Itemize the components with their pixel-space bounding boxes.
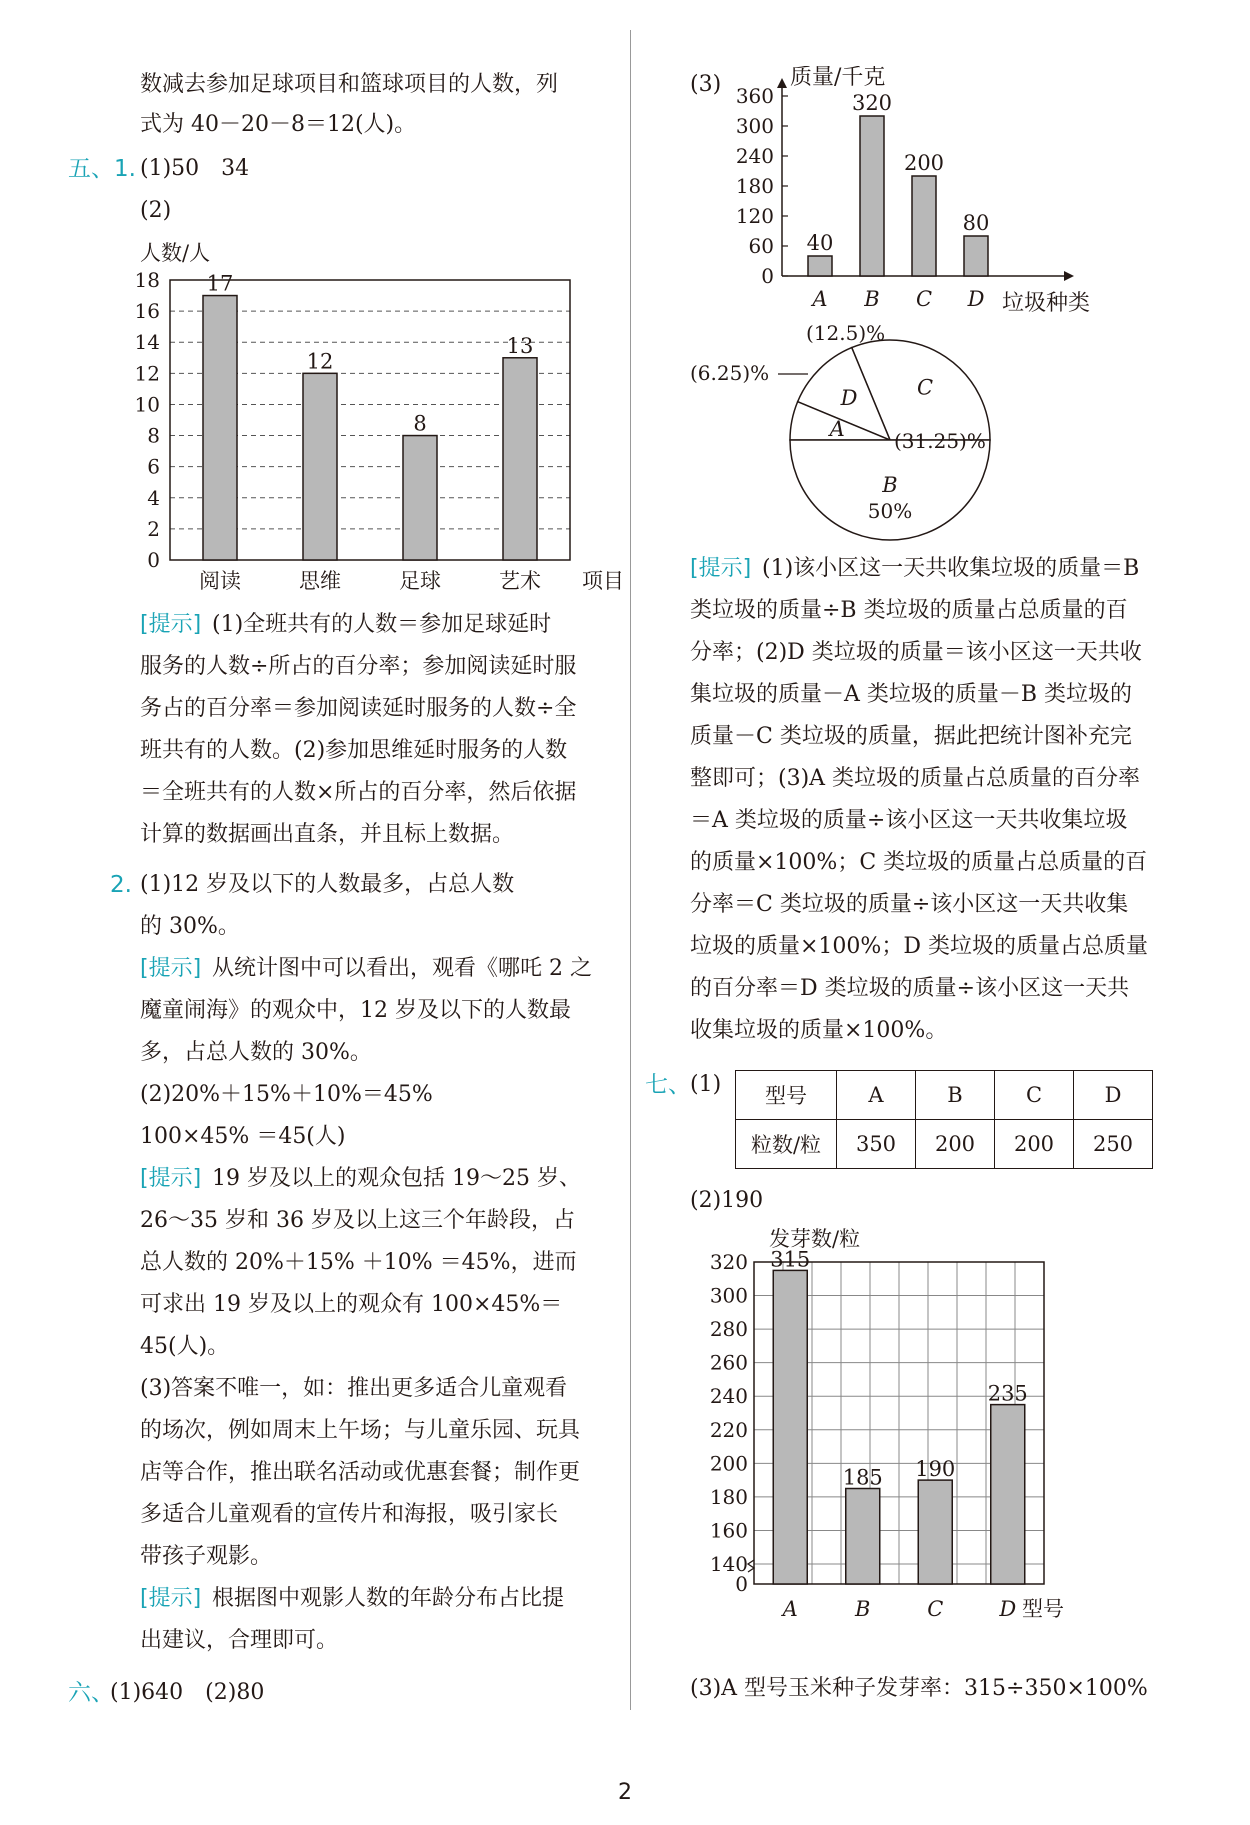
y-tick-label: 240 <box>735 144 774 168</box>
text-line: 的百分率＝D 类垃圾的质量÷该小区这一天共 <box>690 976 1130 1001</box>
table-cell: 粒数/粒 <box>736 1120 837 1169</box>
data-label: 12 <box>306 349 334 374</box>
text-line: (3)答案不唯一，如：推出更多适合儿童观看 <box>140 1376 568 1401</box>
bar-chart-garbage <box>710 66 1130 316</box>
x-tick-label: A <box>782 1597 798 1621</box>
bar <box>203 296 237 560</box>
bar <box>503 358 537 560</box>
bar <box>991 1405 1025 1584</box>
y-tick-label: 6 <box>147 454 160 479</box>
pie-chart-garbage <box>690 316 1010 548</box>
data-label: 320 <box>851 91 893 115</box>
text-line: 类垃圾的质量÷B 类垃圾的质量占总质量的百 <box>690 598 1128 623</box>
text-line: 的场次，例如周末上午场；与儿童乐园、玩具 <box>140 1418 581 1443</box>
table-cell: 200 <box>995 1120 1074 1169</box>
text-line: 可求出 19 岁及以上的观众有 100×45%＝ <box>140 1292 563 1317</box>
slice-name: C <box>916 375 934 400</box>
answer: (1) <box>690 1072 722 1097</box>
x-tick-label: D <box>967 287 985 311</box>
text-line: 分率＝C 类垃圾的质量÷该小区这一天共收集 <box>690 892 1129 917</box>
x-tick-label: C <box>927 1597 944 1621</box>
slice-name: D <box>840 385 858 410</box>
y-tick-label: 320 <box>709 1250 748 1274</box>
table-header: D <box>1074 1071 1153 1120</box>
bar <box>808 256 832 276</box>
column-divider <box>630 30 631 1710</box>
text-line: (2)20%＋15%＋10%＝45% <box>140 1082 433 1107</box>
text-line: 19 岁及以上的观众包括 19～25 岁、 <box>212 1166 581 1191</box>
text-line: 45(人)。 <box>140 1334 230 1359</box>
x-tick-label: C <box>915 287 933 311</box>
data-label: 200 <box>903 151 945 175</box>
table-cell: 200 <box>916 1120 995 1169</box>
x-tick-label: 艺术 <box>499 569 541 593</box>
table-header: 型号 <box>736 1071 837 1120</box>
text-line: 班共有的人数。(2)参加思维延时服务的人数 <box>140 738 568 763</box>
y-tick-label: 120 <box>735 204 774 228</box>
x-tick-label: 阅读 <box>199 569 241 593</box>
data-label: 185 <box>842 1465 883 1490</box>
text-line: 集垃圾的质量－A 类垃圾的质量－B 类垃圾的 <box>690 682 1133 707</box>
table-cell: 250 <box>1074 1120 1153 1169</box>
text-line: 魔童闹海》的观众中，12 岁及以下的人数最 <box>140 998 571 1023</box>
text-line: 26～35 岁和 36 岁及以上这三个年龄段，占 <box>140 1208 575 1233</box>
text-line: 带孩子观影。 <box>140 1544 273 1569</box>
data-label: 13 <box>506 333 534 358</box>
tip-label: [提示] <box>140 1586 202 1611</box>
y-axis-label: 人数/人 <box>140 241 211 265</box>
y-tick-label: 14 <box>134 330 160 355</box>
y-tick-label: 280 <box>709 1317 748 1342</box>
answer: (3)A 型号玉米种子发芽率：315÷350×100% <box>690 1676 1148 1701</box>
y-tick-label: 160 <box>709 1518 748 1543</box>
bar <box>860 116 884 276</box>
text-line: ＝A 类垃圾的质量÷该小区这一天共收集垃圾 <box>690 808 1128 833</box>
y-tick-label: 60 <box>748 234 774 258</box>
slice-name: A <box>829 416 845 441</box>
y-tick-label: 16 <box>134 299 160 324</box>
y-tick-label: 180 <box>709 1484 748 1509</box>
text-line: (1)该小区这一天共收集垃圾的质量＝B <box>762 556 1140 581</box>
slice-label: (31.25)% <box>894 429 986 453</box>
text-line: 质量－C 类垃圾的质量，据此把统计图补充完 <box>690 724 1132 749</box>
y-tick-label: 240 <box>709 1384 748 1409</box>
table-row <box>736 1120 1153 1169</box>
data-label: 40 <box>806 231 834 255</box>
axis-break <box>748 1560 754 1572</box>
answer: (3) <box>690 72 722 97</box>
bar <box>964 236 988 276</box>
tip-label: [提示] <box>140 956 202 981</box>
y-axis-arrow <box>777 78 787 88</box>
bar <box>846 1489 880 1585</box>
text-line: (1)12 岁及以下的人数最多，占总人数 <box>140 872 515 897</box>
text-line: 根据图中观影人数的年龄分布占比提 <box>212 1586 565 1611</box>
section-label: 五、1. <box>68 156 136 182</box>
y-tick-label: 2 <box>147 516 160 541</box>
text-line: ＝全班共有的人数×所占的百分率，然后依据 <box>140 780 577 805</box>
table-row <box>736 1071 1153 1120</box>
x-axis-label: 项目 <box>582 569 624 593</box>
text-line: 的 30%。 <box>140 914 240 939</box>
section-label: 七、 <box>645 1072 691 1098</box>
table-header: B <box>916 1071 995 1120</box>
x-axis-label: 垃圾种类 <box>1002 291 1091 316</box>
slice-label: (6.25)% <box>690 361 770 385</box>
text-line: 多适合儿童观看的宣传片和海报，吸引家长 <box>140 1502 559 1527</box>
y-tick-label: 300 <box>709 1283 748 1308</box>
text-line: 式为 40－20－8＝12(人)。 <box>140 112 417 137</box>
y-axis-label: 质量/千克 <box>790 66 886 90</box>
tip-label: [提示] <box>140 612 202 637</box>
y-tick-label: 300 <box>735 114 774 138</box>
slice-label: (12.5)% <box>806 321 886 345</box>
data-label: 80 <box>962 211 990 235</box>
text-line: 店等合作，推出联名活动或优惠套餐；制作更 <box>140 1460 581 1485</box>
bar <box>918 1480 952 1584</box>
y-tick-label: 220 <box>709 1417 748 1442</box>
x-axis-arrow <box>1064 271 1074 281</box>
question-label: 2. <box>110 872 132 898</box>
table-cell: 350 <box>837 1120 916 1169</box>
y-tick-label: 8 <box>147 423 160 448</box>
x-tick-label: B <box>855 1597 871 1621</box>
y-tick-label: 260 <box>709 1350 748 1375</box>
data-label: 190 <box>915 1457 956 1482</box>
tip-label: [提示] <box>140 1166 202 1191</box>
text-line: 出建议，合理即可。 <box>140 1628 339 1653</box>
text-line: 收集垃圾的质量×100%。 <box>690 1018 948 1043</box>
y-tick-label: 200 <box>709 1451 748 1476</box>
y-tick-label: 0 <box>147 548 160 572</box>
y-tick-label: 4 <box>147 485 160 510</box>
text-line: 的质量×100%；C 类垃圾的质量占总质量的百 <box>690 850 1148 875</box>
page-number: 2 <box>618 1780 632 1805</box>
answer: (1)50 34 <box>140 156 250 181</box>
text-line: 整即可；(3)A 类垃圾的质量占总质量的百分率 <box>690 766 1141 791</box>
text-line: 服务的人数÷所占的百分率；参加阅读延时服 <box>140 654 577 679</box>
x-tick-label: 思维 <box>299 569 341 593</box>
section-label: 六、 <box>68 1680 114 1706</box>
x-axis-label: 型号 <box>1022 1597 1064 1621</box>
slice-name: B <box>882 473 898 497</box>
answer: (1)640 (2)80 <box>110 1680 265 1705</box>
data-label: 17 <box>206 271 234 296</box>
y-tick-label: 180 <box>735 174 774 198</box>
seed-table <box>735 1070 1153 1169</box>
text-line: 多，占总人数的 30%。 <box>140 1040 372 1065</box>
y-tick-label: 0 <box>761 264 774 288</box>
text-line: (1)全班共有的人数＝参加足球延时 <box>212 612 552 637</box>
text-line: 从统计图中可以看出，观看《哪吒 2 之 <box>212 956 592 981</box>
text-line: 总人数的 20%＋15% ＋10% ＝45%，进而 <box>140 1250 577 1275</box>
text-line: 分率；(2)D 类垃圾的质量＝该小区这一天共收 <box>690 640 1142 665</box>
bar <box>912 176 936 276</box>
data-label: 315 <box>770 1247 811 1272</box>
x-tick-label: 足球 <box>399 569 441 593</box>
table-header: C <box>995 1071 1074 1120</box>
data-label: 8 <box>413 411 427 436</box>
slice-label: 50% <box>867 499 913 523</box>
bar-chart-seeds <box>690 1222 1110 1662</box>
x-tick-label: A <box>812 287 828 311</box>
bar <box>773 1270 807 1584</box>
table-header: A <box>837 1071 916 1120</box>
text-line: 100×45% ＝45(人) <box>140 1124 346 1149</box>
tip-label: [提示] <box>690 556 752 581</box>
bar <box>403 436 437 560</box>
answer: (2)190 <box>690 1188 764 1213</box>
text-line: 务占的百分率＝参加阅读延时服务的人数÷全 <box>140 696 577 721</box>
y-tick-label: 360 <box>735 84 774 108</box>
x-tick-label: B <box>864 287 880 311</box>
x-tick-label: D <box>999 1597 1017 1621</box>
text-line: 计算的数据画出直条，并且标上数据。 <box>140 822 515 847</box>
text-line: 垃圾的质量×100%；D 类垃圾的质量占总质量 <box>690 934 1148 959</box>
bar <box>303 373 337 560</box>
text-line: 数减去参加足球项目和篮球项目的人数，列 <box>140 72 559 97</box>
bar-chart-activities <box>120 232 630 602</box>
data-label: 235 <box>987 1381 1028 1406</box>
y-tick-label: 12 <box>134 361 160 386</box>
y-tick-label: 10 <box>134 392 160 417</box>
answer: (2) <box>140 198 172 223</box>
y-tick-label: 140 <box>709 1552 748 1576</box>
y-axis-label: 发芽数/粒 <box>769 1227 861 1251</box>
y-tick-label: 18 <box>134 268 160 292</box>
y-tick-label: 0 <box>735 1572 748 1596</box>
